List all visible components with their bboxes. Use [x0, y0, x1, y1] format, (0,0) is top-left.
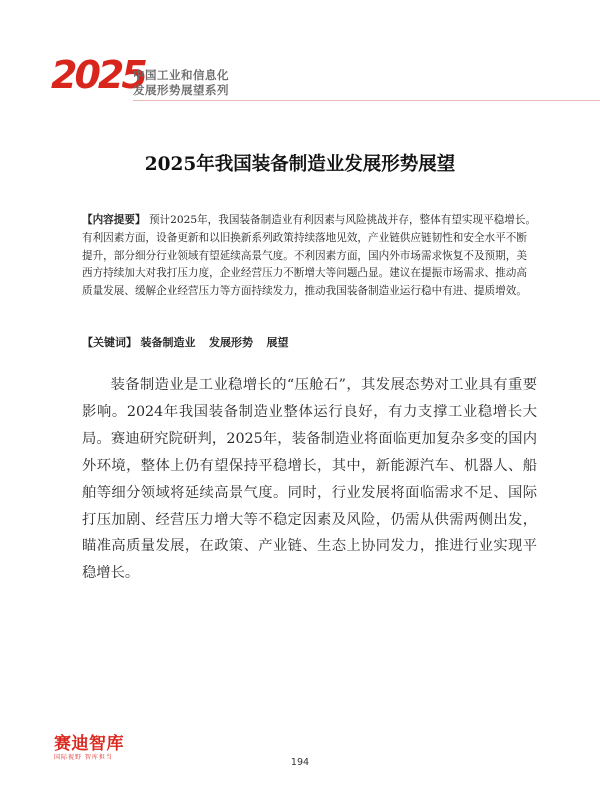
series-title-line2: 发展形势展望系列	[133, 83, 229, 97]
keyword-item: 发展形势	[209, 336, 253, 349]
header-divider	[133, 100, 600, 101]
keywords-line	[82, 334, 537, 350]
abstract-paragraph	[82, 212, 537, 301]
series-title-line1: 中国工业和信息化	[133, 68, 229, 82]
keyword-item: 展望	[266, 336, 289, 349]
page-number: 194	[290, 757, 310, 768]
abstract-label: 【内容提要】	[82, 214, 146, 226]
ccid-logo-brand: 赛迪智库	[54, 734, 124, 754]
series-logo-year: 2025	[51, 53, 145, 97]
page-header	[0, 0, 600, 100]
abstract-text: 预计2025年，我国装备制造业有利因素与风险挑战并存，整体有望实现平稳增长。有利因素方面，设备更新和以旧换新系列政策持续落地见效，产业链供应链韧性和安全水平不断提升，部分细分行业领域有望延续高景气度。不利因素方面，国内外市场需求恢复不及预期，美西方持续加大对我打压力度，企业经营压力不断增大等问题凸显。建议在提振市场需求、推动高质量发展、缓解企业经营压力等方面持续发力，推动我国装备制造业运行稳中有进、提质增效。	[82, 214, 537, 298]
body-paragraph: 装备制造业是工业稳增长的“压舱石”，其发展态势对工业具有重要影响。2024年我国装备制造业整体运行良好，有力支撑工业稳增长大局。赛迪研究院研判，2025年，装备制造业将面临更加复杂多变的国内外环境，整体上仍有望保持平稳增长，其中，新能源汽车、机器人、船舶等细分领域将延续高景气度。同时，行业发展将面临需求不足、国际打压加剧、经营压力增大等不稳定因素及风险，仍需从供需两侧出发，瞄准高质量发展，在政策、产业链、生态上协同发力，推进行业实现平稳增长。	[82, 377, 537, 582]
keywords-label: 【关键词】	[82, 336, 137, 349]
ccid-logo-tagline: 国际视野 智库担当	[54, 754, 113, 761]
page-title: 2025年我国装备制造业发展形势展望	[144, 154, 456, 175]
keyword-item: 装备制造业	[140, 336, 196, 349]
